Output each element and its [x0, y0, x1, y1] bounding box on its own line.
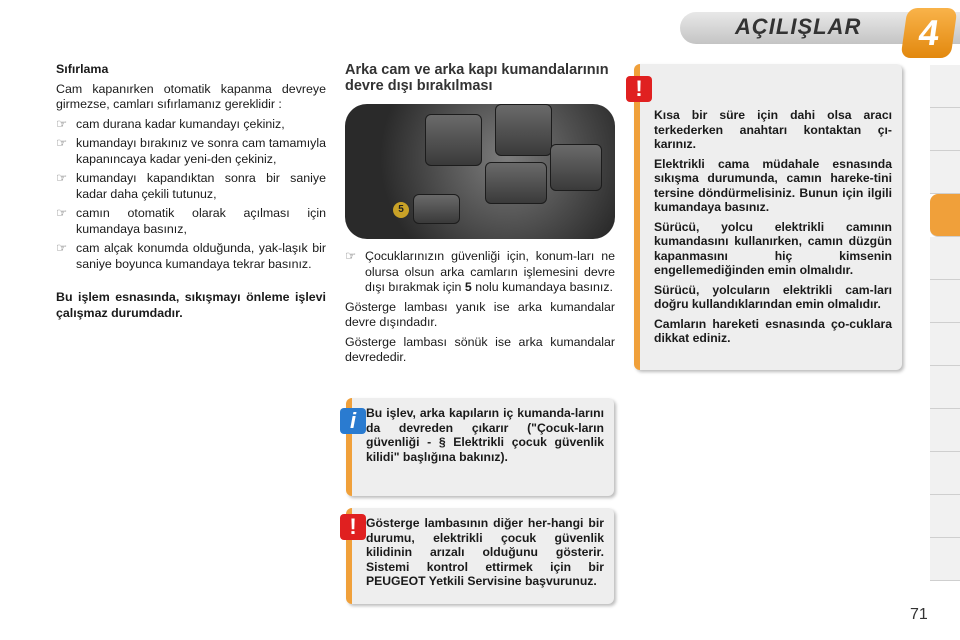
warning-icon: !	[340, 514, 366, 540]
lamp-on-text: Gösterge lambası yanık ise arka kumandalar devre dışındadır.	[345, 299, 615, 329]
list-item: ☞ camın otomatik olarak açılması için kumandaya basınız,	[56, 206, 326, 236]
list-item: ☞ cam alçak konumda olduğunda, yak-laşık bir saniye boyunca kumandaya tekrar basınız.	[56, 241, 326, 271]
reset-intro: Cam kapanırken otomatik kapanma devreye girmezse, camları sıfırlamanız gereklidir :	[56, 81, 326, 111]
window-switch-photo	[345, 104, 615, 239]
thumb-tab-active	[930, 194, 960, 237]
list-item: ☞ cam durana kadar kumandayı çekiniz,	[56, 116, 285, 131]
pointer-icon: ☞	[345, 249, 357, 263]
pointer-icon: ☞	[56, 206, 68, 220]
child-lock-instruction-tail: nolu kumandaya basınız.	[475, 280, 613, 294]
thumb-tab	[930, 108, 960, 151]
pointer-icon: ☞	[56, 171, 68, 185]
list-item: ☞ kumandayı bırakınız ve sonra cam tamamıyla kapanıncaya kadar yeni-den çekiniz,	[56, 136, 326, 166]
child-lock-button	[413, 194, 460, 224]
list-item: ☞ kumandayı kapandıktan sonra bir saniye kadar daha çekili tutunuz,	[56, 171, 326, 201]
info-icon: i	[340, 408, 366, 434]
warning-text: Sürücü, yolcu elektrikli camının kumandasını kullanırken, camın düzgün kapanmasını hiç kimsenin engellemediğinden emin olmalıdır.	[654, 219, 892, 277]
thumb-tab	[930, 495, 960, 538]
pointer-icon: ☞	[56, 241, 68, 255]
thumb-tab	[930, 452, 960, 495]
warning-text: Sürücü, yolcuların elektrikli cam-ları doğru kullandıklarından emin olmalıdır.	[654, 282, 892, 311]
thumb-tab	[930, 538, 960, 581]
warning-box-right	[634, 64, 902, 370]
thumb-tab	[930, 65, 960, 108]
warning-text: Gösterge lambasının diğer her-hangi bir durumu, elektrikli çocuk güvenlik kilidinin arızalı olduğunu gösterir. Sistemi kontrol ettirmek için bir PEUGEOT Yetkili Servisine başvurunuz.	[366, 516, 604, 588]
page-number: 71	[910, 606, 928, 623]
thumb-tab	[930, 280, 960, 323]
chapter-thumb-tabs	[930, 65, 960, 580]
pointer-icon: ☞	[56, 116, 68, 131]
switch-button	[425, 114, 482, 166]
thumb-tab	[930, 366, 960, 409]
control-number: 5	[464, 280, 472, 294]
middle-column	[345, 62, 615, 370]
chapter-number: 4	[900, 8, 957, 58]
page-header	[640, 0, 960, 60]
warning-text: Kısa bir süre için dahi olsa aracı terkederken anahtarı kontaktan çı-karınız.	[654, 108, 892, 151]
switch-button	[485, 162, 547, 204]
thumb-tab	[930, 237, 960, 280]
child-lock-instruction: Çocuklarınızın güvenliği için, konum-ları ne olursa olsun arka camların işlemesini devre dışı bırakmak için	[365, 249, 615, 294]
info-box	[346, 398, 614, 496]
warning-text: Camların hareketi esnasında ço-cuklara dikkat ediniz.	[654, 316, 892, 345]
chapter-title: AÇILIŞLAR	[735, 14, 862, 39]
box-stripe	[634, 64, 640, 370]
left-column	[56, 62, 326, 325]
list-item	[345, 249, 615, 296]
switch-button	[550, 144, 602, 191]
warning-text: Elektrikli cama müdahale esnasında sıkışma durumunda, camın hareke-tini tersine döndürmelisiniz. Bunun için ilgili kumandaya basınız.	[654, 156, 892, 214]
indicator-led-label: 5	[393, 202, 409, 218]
lamp-off-text: Gösterge lambası sönük ise arka kumandalar devrededir.	[345, 334, 615, 364]
thumb-tab	[930, 151, 960, 194]
thumb-tab	[930, 323, 960, 366]
info-text: Bu işlev, arka kapıların iç kumanda-larını da devreden çıkarır ("Çocuk-ların güvenliği - § Elektrikli çocuk güvenlik kilidi" başlığına bakınız).	[366, 406, 604, 464]
reset-heading: Sıfırlama	[56, 62, 109, 76]
switch-button	[495, 104, 552, 156]
warning-box-bottom	[346, 508, 614, 604]
reset-note: Bu işlem esnasında, sıkışmayı önleme işlevi çalışmaz durumdadır.	[56, 290, 326, 320]
thumb-tab	[930, 409, 960, 452]
warning-icon: !	[626, 76, 652, 102]
section-heading: Arka cam ve arka kapı kumandalarının devre dışı bırakılması	[345, 62, 609, 94]
pointer-icon: ☞	[56, 136, 68, 150]
